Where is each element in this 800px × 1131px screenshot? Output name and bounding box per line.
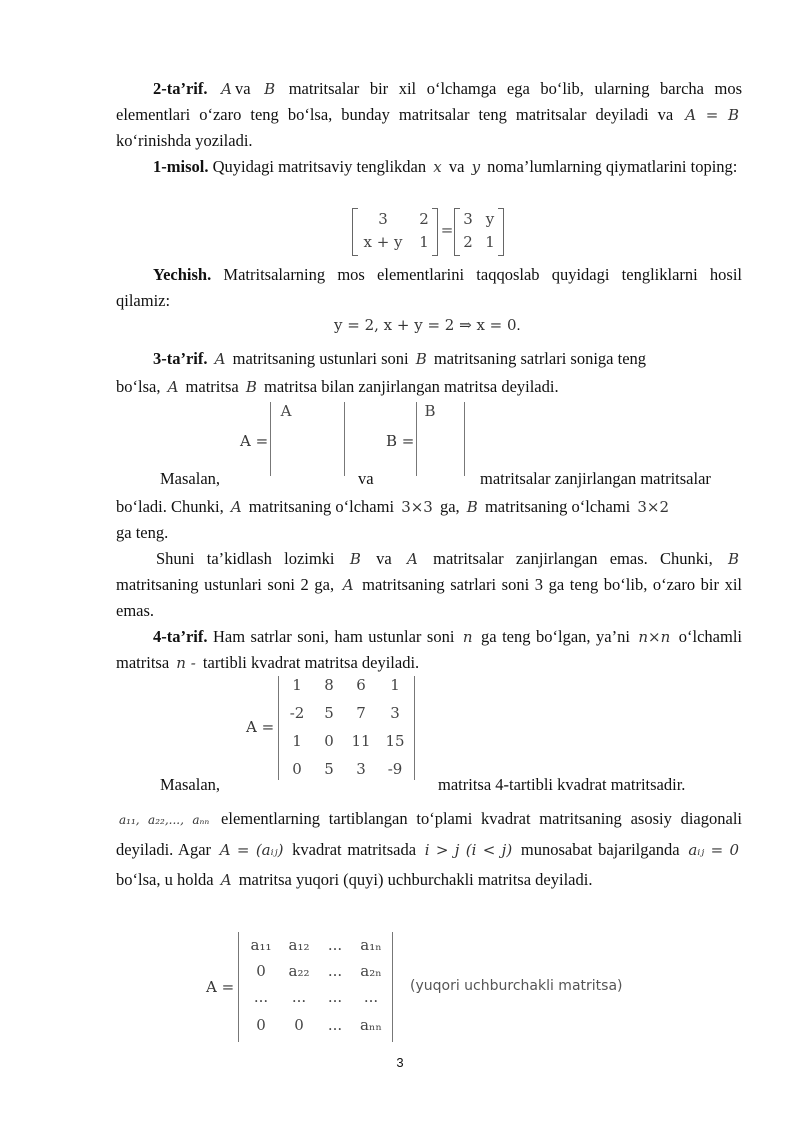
definition-3-heading: 3-ta’rif. xyxy=(153,349,208,368)
definition-3-line-2 xyxy=(116,374,742,400)
matrix-A-label: A = xyxy=(240,432,269,450)
matrix-bar-left xyxy=(278,676,279,780)
definition-3-text-4: matritsa xyxy=(185,377,239,396)
example-2-text-1: matritsalar zanjirlangan matritsalar xyxy=(480,469,711,488)
symbol-A: A xyxy=(221,80,232,98)
definition-4-text-2: ga teng bo‘lgan, ya’ni xyxy=(481,627,630,646)
symbol-y: y xyxy=(471,158,481,176)
symbol-B: B xyxy=(264,80,276,98)
matrix-cell: a₁ₙ xyxy=(360,936,382,954)
symbol-B: B xyxy=(728,550,740,568)
word-va: va xyxy=(358,469,374,488)
example-3-text-5: bo‘lsa, u holda xyxy=(116,870,214,889)
definition-4 xyxy=(116,624,742,676)
symbol-n-by-n: n×n xyxy=(638,628,671,646)
example-2-text-4: ga, xyxy=(439,497,460,516)
definition-4-text-1: Ham satrlar soni, ham ustunlar soni xyxy=(213,627,455,646)
definition-2-text: matritsalar bir xil o‘lchamga ega bo‘lib, ularning barcha mos elementlari o‘zaro teng bo‘lsa, bunday matritsalar teng matritsalar deyiladi va xyxy=(116,79,743,124)
matrix-cell: a₂₂ xyxy=(288,962,310,980)
definition-2-heading: 2-ta’rif. xyxy=(153,79,208,98)
matrix-cell: a₂ₙ xyxy=(360,962,382,980)
definition-3-text-2: matritsaning satrlari soniga teng xyxy=(433,349,647,368)
definition-4-heading: 4-ta’rif. xyxy=(153,627,208,646)
period: . xyxy=(516,318,521,334)
bracket-right xyxy=(498,208,504,256)
solution-text: Matritsalarning mos elementlarini taqqoslab quyidagi tengliklarni hosil qilamiz: xyxy=(116,265,743,310)
example-1 xyxy=(116,154,742,180)
index-condition: i > j (i < j) xyxy=(424,841,513,859)
symbol-B: B xyxy=(245,378,257,396)
solution-equation xyxy=(334,316,520,335)
matrix-4x4-label: A = xyxy=(246,718,275,736)
matrix-cell: 6 xyxy=(356,676,366,694)
example-2-masalan: Masalan, xyxy=(160,469,221,488)
matrix-4x4 xyxy=(278,676,418,782)
note-text-1: Shuni ta’kidlash lozimki xyxy=(156,549,335,568)
matrix-cell: A xyxy=(280,402,292,420)
example-2-text-6: ga teng. xyxy=(116,523,169,542)
dimension-A: 3×3 xyxy=(401,498,433,516)
matrix-A-3x3 xyxy=(270,402,348,478)
matrix-cell: 15 xyxy=(385,732,405,750)
definition-4-text-3: o‘lchamli matritsa xyxy=(116,627,742,672)
word-va: va xyxy=(234,79,251,98)
matrix-cell: 3 xyxy=(356,760,366,778)
example-2-text-3: matritsaning o‘lchami xyxy=(248,497,395,516)
matrix-cell: 0 xyxy=(256,1016,266,1034)
note-text-2: matritsalar zanjirlangan emas. Chunki, xyxy=(433,549,713,568)
example-3-text-1: matritsa 4-tartibli kvadrat matritsadir. xyxy=(438,775,686,794)
matrix-cell: 1 xyxy=(485,233,495,251)
word-va: va xyxy=(448,157,465,176)
page-number: 3 xyxy=(396,1055,404,1070)
matrix-cell: 1 xyxy=(390,676,400,694)
symbol-B: B xyxy=(349,550,361,568)
example-3-text-6: matritsa yuqori (quyi) uchburchakli matritsa deyiladi. xyxy=(238,870,593,889)
matrix-bar-right xyxy=(392,932,393,1042)
matrix-cell: aₙₙ xyxy=(360,1016,382,1034)
matrix-cell: 7 xyxy=(356,704,366,722)
definition-2-tail: ko‘rinishda yoziladi. xyxy=(116,131,253,150)
matrix-cell: ... xyxy=(291,988,307,1006)
matrix-cell: -2 xyxy=(289,704,305,722)
matrix-bar-left xyxy=(238,932,239,1042)
matrix-cell: ... xyxy=(327,1016,343,1034)
matrix-cell: a₁₂ xyxy=(288,936,310,954)
matrix-equation-1 xyxy=(352,208,504,256)
example-3-text-4: munosabat bajarilganda xyxy=(520,840,680,859)
equation-A-eq-B: A = B xyxy=(685,106,740,124)
note-paragraph xyxy=(116,546,742,624)
matrix-bar-left xyxy=(270,402,271,476)
matrix-cell: ... xyxy=(253,988,269,1006)
equation-aij-zero: aᵢⱼ = 0 xyxy=(688,841,740,859)
matrix-bar-right xyxy=(344,402,345,476)
triangular-matrix-label: A = xyxy=(206,978,235,996)
matrix-cell: 0 xyxy=(324,732,334,750)
matrix-cell: 5 xyxy=(324,760,334,778)
example-2-line-2 xyxy=(116,494,742,520)
matrix-bar-left xyxy=(416,402,417,476)
example-2-text-5: matritsaning o‘lchami xyxy=(484,497,631,516)
example-1-text: Quyidagi matritsaviy tenglikdan xyxy=(212,157,427,176)
definition-4-text-4: tartibli kvadrat matritsa deyiladi. xyxy=(202,653,420,672)
matrix-bar-right xyxy=(464,402,465,476)
matrix-cell: 1 xyxy=(292,676,302,694)
symbol-A: A xyxy=(230,498,242,516)
symbol-x: x xyxy=(433,158,442,176)
bracket-right xyxy=(432,208,438,256)
matrix-cell: ... xyxy=(327,988,343,1006)
matrix-cell: 1 xyxy=(419,233,429,251)
example-1-tail: noma’lumlarning qiymatlarini toping: xyxy=(487,157,738,176)
upper-triangular-matrix xyxy=(238,932,396,1044)
matrix-cell: ... xyxy=(363,988,379,1006)
diagonal-elements: a₁₁, a₂₂,..., aₙₙ xyxy=(119,813,210,827)
matrix-cell: 3 xyxy=(390,704,400,722)
matrix-cell: 3 xyxy=(378,210,388,228)
definition-2 xyxy=(116,76,742,154)
triangular-matrix-caption: (yuqori uchburchakli matritsa) xyxy=(410,978,623,994)
equals-sign: = xyxy=(440,221,454,239)
matrix-B-label: B = xyxy=(386,432,415,450)
equation-A-aij: A = (aᵢⱼ) xyxy=(219,841,284,859)
matrix-cell: a₁₁ xyxy=(250,936,272,954)
definition-3-text-3: bo‘lsa, xyxy=(116,377,161,396)
matrix-cell: 5 xyxy=(324,704,334,722)
solution-heading: Yechish. xyxy=(153,265,212,284)
example-3-masalan: Masalan, xyxy=(160,775,221,794)
matrix-cell: 3 xyxy=(463,210,473,228)
matrix-cell: 0 xyxy=(256,962,266,980)
solution-eq-text: y = 2, x + y = 2 ⇒ x = 0 xyxy=(334,316,517,334)
matrix-cell: 8 xyxy=(324,676,334,694)
matrix-cell: -9 xyxy=(387,760,403,778)
matrix-cell: 2 xyxy=(419,210,429,228)
example-3-text-3: kvadrat matritsada xyxy=(292,840,417,859)
matrix-cell: 0 xyxy=(292,760,302,778)
example-3-text-2: elementlarning tartiblangan to‘plami kvadrat matritsaning asosiy diagonali deyiladi. Agar xyxy=(116,809,743,859)
symbol-A: A xyxy=(342,576,354,594)
matrix-cell: 2 xyxy=(463,233,473,251)
matrix-cell: 11 xyxy=(351,732,371,750)
example-3-paragraph xyxy=(116,804,742,895)
definition-3 xyxy=(116,346,716,372)
matrix-cell: ... xyxy=(327,936,343,954)
symbol-A: A xyxy=(406,550,418,568)
matrix-cell: x + y xyxy=(363,233,403,251)
note-text-3: matritsaning ustunlari soni 2 ga, xyxy=(116,575,335,594)
definition-3-text-5: matritsa bilan zanjirlangan matritsa deyiladi. xyxy=(263,377,559,396)
matrix-bar-right xyxy=(414,676,415,780)
matrix-cell: B xyxy=(424,402,436,420)
matrix-cell: 0 xyxy=(294,1016,304,1034)
note-text-4: matritsaning satrlari soni 3 ga teng bo‘lib, o‘zaro bir xil emas. xyxy=(116,575,743,620)
matrix-cell: ... xyxy=(327,962,343,980)
example-2-text-2: bo‘ladi. Chunki, xyxy=(116,497,224,516)
symbol-B: B xyxy=(415,350,427,368)
example-1-heading: 1-misol. xyxy=(153,157,209,176)
symbol-B: B xyxy=(466,498,478,516)
symbol-A: A xyxy=(167,378,179,396)
symbol-A: A xyxy=(220,871,232,889)
matrix-cell: y xyxy=(485,210,495,228)
symbol-n-dash: n - xyxy=(176,654,196,672)
matrix-cell: 1 xyxy=(292,732,302,750)
symbol-n: n xyxy=(462,628,473,646)
definition-3-text-1: matritsaning ustunlari soni xyxy=(232,349,409,368)
symbol-A: A xyxy=(214,350,226,368)
word-va: va xyxy=(376,549,392,568)
matrix-B-3x2 xyxy=(416,402,468,478)
dimension-B: 3×2 xyxy=(637,498,669,516)
solution xyxy=(116,262,742,314)
